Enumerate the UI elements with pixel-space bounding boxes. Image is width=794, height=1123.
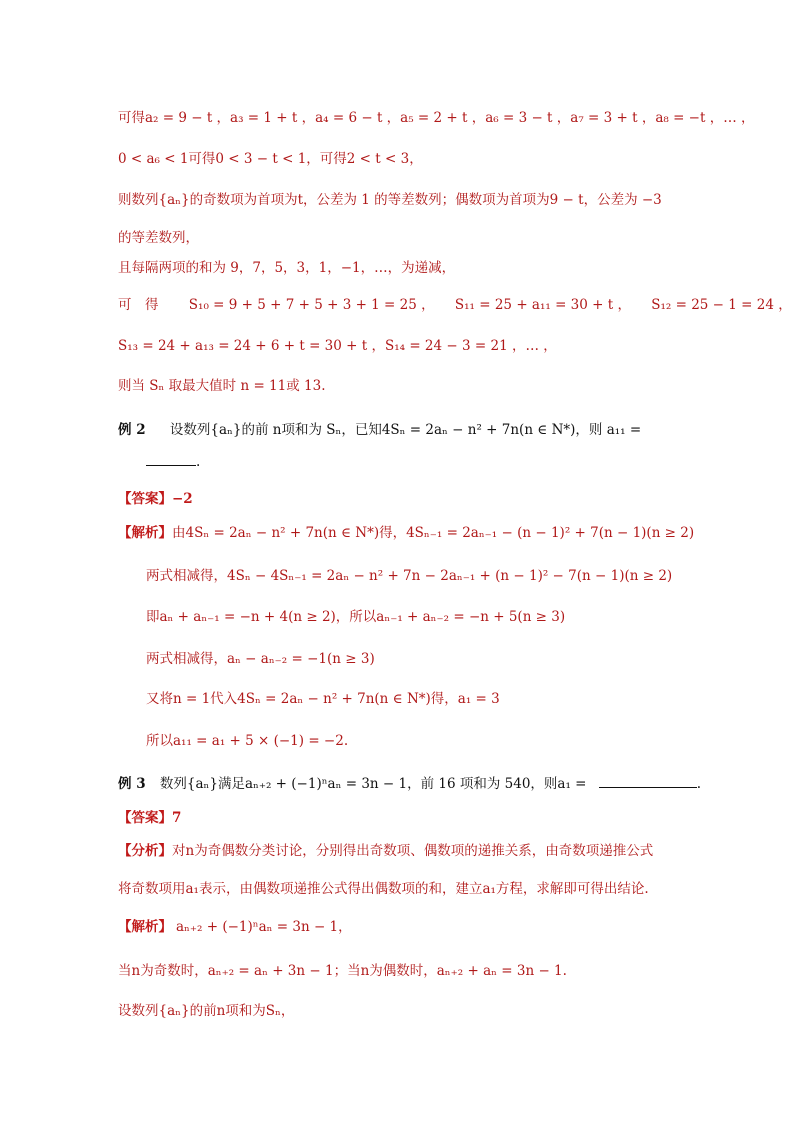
fenxi-tag: 【分析】 (118, 843, 172, 859)
example-2-text: 设数列{aₙ}的前 n项和为 Sₙ，已知4Sₙ = 2aₙ − n² + 7n(n ∈ N*)，则 a₁₁ = (169, 422, 642, 438)
example-3-question (118, 774, 701, 794)
solution-line-5: 且每隔两项的和为 9，7，5，3，1，−1，…，为递减， (118, 260, 456, 276)
solution-line-6 (118, 295, 792, 315)
answer-tag: 【答案】 (118, 491, 172, 507)
solution-line-7: S₁₃ = 24 + a₁₃ = 24 + 6 + t = 30 + t ，S₁₄ = 24 − 3 = 21 ，… ， (118, 338, 557, 354)
example-3-analysis-line-3: 设数列{aₙ}的前n项和为Sₙ， (118, 1003, 295, 1019)
example-2-analysis-line-2: 两式相减得，4Sₙ − 4Sₙ₋₁ = 2aₙ − n² + 7n − 2aₙ₋₁ + (n − 1)² − 7(n − 1)(n ≥ 2) (146, 568, 673, 584)
example-2-label: 例 2 (118, 422, 146, 438)
solution-line-1: 可得a₂ = 9 − t ，a₃ = 1 + t ，a₄ = 6 − t ，a₅ = 2 + t ，a₆ = 3 − t ，a₇ = 3 + t ，a₈ = −t ，… ， (118, 110, 755, 126)
solution-line-3: 则数列{aₙ}的奇数项为首项为t，公差为 1 的等差数列；偶数项为首项为9 − t，公差为 −3 (118, 192, 662, 208)
example-2-analysis-line-3: 即aₙ + aₙ₋₁ = −n + 4(n ≥ 2)，所以aₙ₋₁ + aₙ₋₂ = −n + 5(n ≥ 3) (146, 609, 566, 625)
answer-value: 7 (172, 810, 182, 826)
solution-line-4: 的等差数列， (118, 230, 199, 246)
answer-blank (146, 453, 196, 466)
solution-line-6-body: S₁₀ = 9 + 5 + 7 + 5 + 3 + 1 = 25 ， S₁₁ = 25 + a₁₁ = 30 + t ， S₁₂ = 25 − 1 = 24 ， (188, 297, 792, 313)
example-3-fenxi-line-2: 将奇数项用a₁表示，由偶数项递推公式得出偶数项的和，建立a₁方程，求解即可得出结论. (118, 881, 649, 897)
example-2-answer-blank (146, 452, 200, 472)
analysis-tag: 【解析】 (118, 919, 172, 935)
example-2-question (118, 420, 641, 440)
fenxi-text-1: 对n为奇偶数分类讨论，分别得出奇数项、偶数项的递推关系，由奇数项递推公式 (172, 843, 654, 859)
example-3-text: 数列{aₙ}满足aₙ₊₂ + (−1)ⁿaₙ = 3n − 1，前 16 项和为 540，则a₁ = (159, 776, 587, 792)
solution-line-8: 则当 Sₙ 取最大值时 n = 11或 13. (118, 378, 326, 394)
blank-period: . (696, 776, 702, 792)
answer-tag: 【答案】 (118, 810, 172, 826)
example-2-answer (118, 489, 193, 509)
example-3-analysis-line-1 (118, 917, 352, 937)
analysis-step-1: aₙ₊₂ + (−1)ⁿaₙ = 3n − 1， (176, 919, 352, 935)
answer-value: −2 (172, 491, 193, 507)
solution-line-2: 0 < a₆ < 1可得0 < 3 − t < 1，可得2 < t < 3， (118, 151, 423, 167)
example-2-analysis-line-1 (118, 523, 694, 543)
analysis-step-1: 由4Sₙ = 2aₙ − n² + 7n(n ∈ N*)得，4Sₙ₋₁ = 2aₙ₋₁ − (n − 1)² + 7(n − 1)(n ≥ 2) (172, 525, 695, 541)
example-3-answer (118, 808, 181, 828)
analysis-tag: 【解析】 (118, 525, 172, 541)
example-2-analysis-line-6: 所以a₁₁ = a₁ + 5 × (−1) = −2. (146, 733, 349, 749)
example-2-analysis-line-4: 两式相减得，aₙ − aₙ₋₂ = −1(n ≥ 3) (146, 651, 375, 667)
example-3-label: 例 3 (118, 776, 146, 792)
blank-period: . (196, 454, 201, 470)
solution-line-6-prefix: 可 得 (118, 297, 159, 313)
example-3-analysis-line-2: 当n为奇数时，aₙ₊₂ = aₙ + 3n − 1；当n为偶数时，aₙ₊₂ + aₙ = 3n − 1. (118, 963, 567, 979)
example-2-analysis-line-5: 又将n = 1代入4Sₙ = 2aₙ − n² + 7n(n ∈ N*)得，a₁ = 3 (146, 691, 500, 707)
example-3-fenxi-line-1 (118, 841, 653, 861)
answer-blank (599, 775, 697, 788)
